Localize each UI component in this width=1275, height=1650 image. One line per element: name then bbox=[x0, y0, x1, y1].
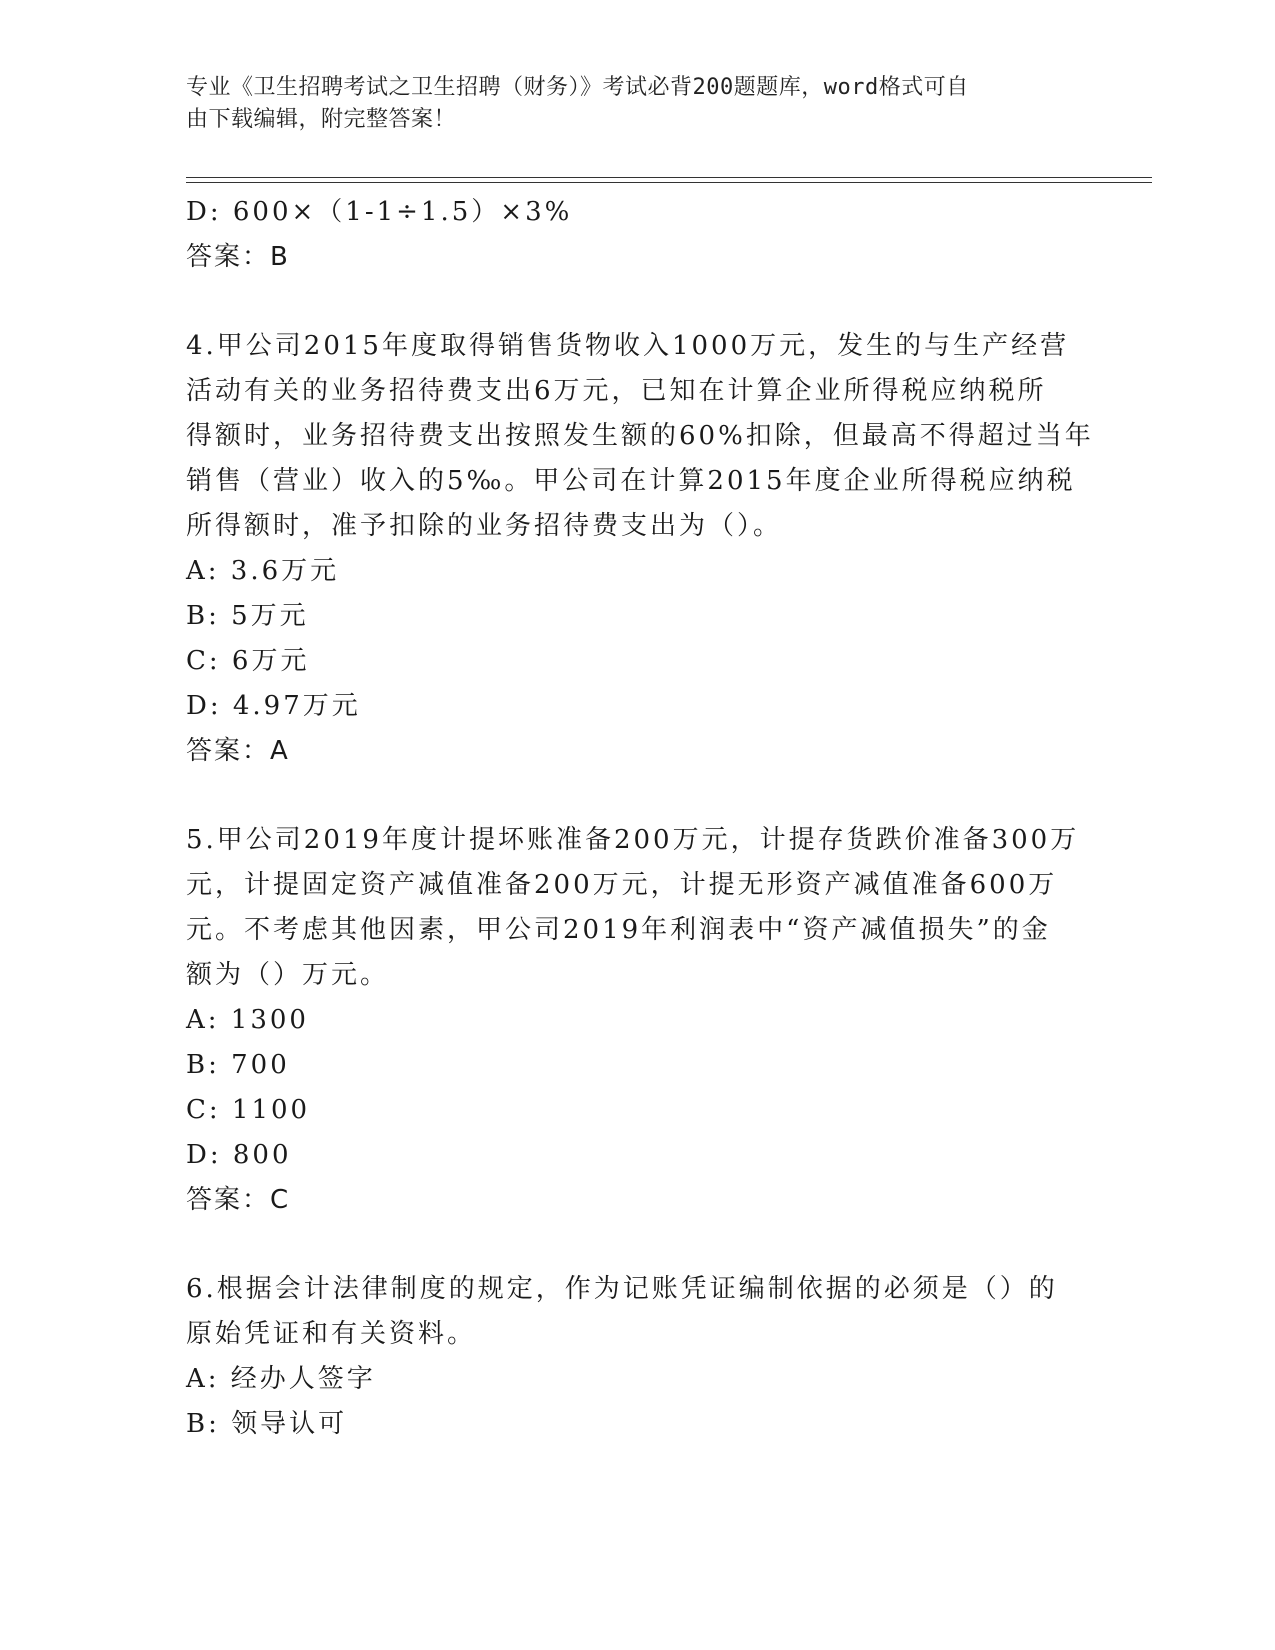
question-5-line-1: 5.甲公司2019年度计提坏账准备200万元，计提存货跌价准备300万 bbox=[186, 825, 1080, 855]
question-5-option-c: C: 1100 bbox=[186, 1095, 311, 1125]
spacer bbox=[186, 1223, 1086, 1267]
header-divider-top bbox=[186, 177, 1152, 178]
question-4-option-b: B: 5万元 bbox=[186, 601, 309, 631]
question-4-option-c: C: 6万元 bbox=[186, 646, 310, 676]
question-4-answer: 答案：A bbox=[186, 736, 290, 766]
header-divider-bottom bbox=[186, 182, 1152, 183]
question-6-line-2: 原始凭证和有关资料。 bbox=[186, 1319, 477, 1349]
question-4-line-2: 活动有关的业务招待费支出6万元，已知在计算企业所得税应纳税所 bbox=[186, 376, 1047, 406]
question-4 bbox=[186, 324, 1094, 774]
question-5-option-b: B: 700 bbox=[186, 1050, 290, 1080]
question-4-line-5: 所得额时，准予扣除的业务招待费支出为（）。 bbox=[186, 511, 783, 541]
question-5-line-3: 元。不考虑其他因素，甲公司2019年利润表中“资产减值损失”的金 bbox=[186, 915, 1051, 945]
question-5-answer: 答案：C bbox=[186, 1185, 291, 1215]
question-4-line-3: 得额时，业务招待费支出按照发生额的60%扣除，但最高不得超过当年 bbox=[186, 421, 1094, 451]
question-4-option-d: D: 4.97万元 bbox=[186, 691, 361, 721]
document-body bbox=[186, 190, 1094, 1447]
document-header bbox=[186, 72, 1066, 136]
question-4-line-4: 销售（营业）收入的5‰。甲公司在计算2015年度企业所得税应纳税 bbox=[186, 466, 1076, 496]
question-5-option-a: A: 1300 bbox=[186, 1005, 309, 1035]
question-4-option-a: A: 3.6万元 bbox=[186, 556, 340, 586]
question-6-option-a: A: 经办人签字 bbox=[186, 1364, 376, 1394]
previous-answer: 答案：B bbox=[186, 242, 290, 272]
spacer bbox=[186, 280, 1086, 324]
question-5-line-2: 元，计提固定资产减值准备200万元，计提无形资产减值准备600万 bbox=[186, 870, 1058, 900]
header-line-1: 专业《卫生招聘考试之卫生招聘（财务）》考试必背200题题库，word格式可自 bbox=[186, 75, 969, 100]
previous-option-d: D: 600×（1-1÷1.5）×3% bbox=[186, 197, 573, 227]
question-5-line-4: 额为（）万元。 bbox=[186, 960, 390, 990]
question-6-line-1: 6.根据会计法律制度的规定，作为记账凭证编制依据的必须是（）的 bbox=[186, 1274, 1058, 1304]
question-6 bbox=[186, 1267, 1086, 1447]
header-line-2: 由下载编辑，附完整答案！ bbox=[186, 107, 457, 132]
question-4-line-1: 4.甲公司2015年度取得销售货物收入1000万元，发生的与生产经营 bbox=[186, 331, 1070, 361]
spacer bbox=[186, 774, 1086, 818]
question-5-option-d: D: 800 bbox=[186, 1140, 292, 1170]
question-5 bbox=[186, 818, 1086, 1223]
question-6-option-b: B: 领导认可 bbox=[186, 1409, 348, 1439]
